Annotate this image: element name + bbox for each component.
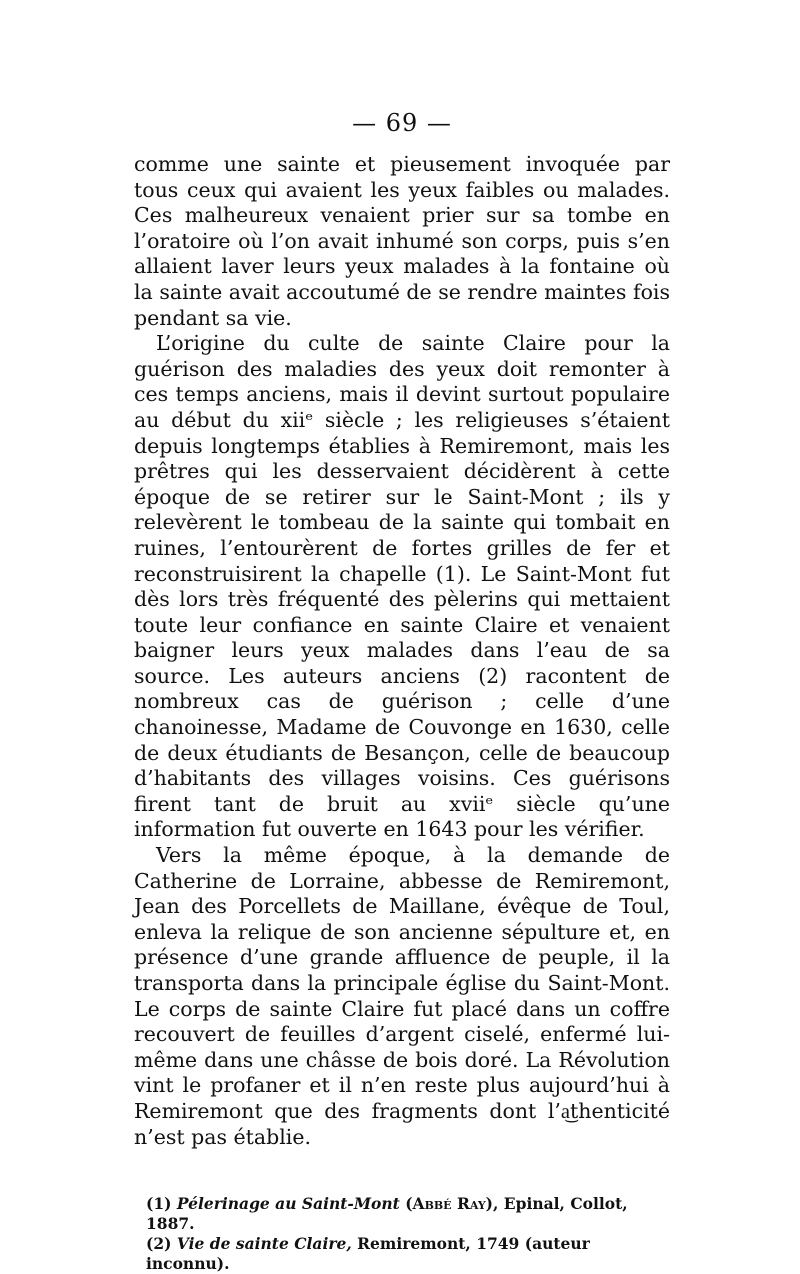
footnotes	[134, 1194, 670, 1274]
footnote-text: (	[405, 1194, 413, 1214]
footnote-title: Pélerinage au Saint-Mont	[176, 1194, 400, 1214]
footnote-number: (1)	[146, 1194, 172, 1214]
footnote-2	[146, 1234, 670, 1274]
footnote-text: Remiremont, 1749 (auteur inconnu).	[146, 1234, 590, 1274]
footnote-author: Abbé Ray	[412, 1194, 486, 1214]
paragraph-3: Vers la même époque, à la demande de Catherine de Lorraine, abbesse de Remiremont, Jean des Porcellets de Maillane, évêque de Toul, enleva la relique de son ancienne sépulture et, en présence d’une grande affluence de peuple, il la transporta dans la principale église du Saint-Mont. Le corps de sainte Claire fut placé dans un coffre recouvert de feuilles d’argent ciselé, enfermé lui-même dans une châsse de bois doré. La Révolution vint le profaner et il n’en reste plus aujourd’hui à Remiremont que des fragments dont l’a͜thenticité n’est pas établie.	[134, 843, 670, 1149]
body-text	[134, 152, 670, 1150]
document-page	[134, 108, 670, 1274]
footnote-1	[146, 1194, 670, 1234]
footnote-text: ), Epinal, Collot, 1887.	[146, 1194, 628, 1234]
paragraph-1: comme une sainte et pieusement invoquée par tous ceux qui avaient les yeux faibles ou malades. Ces malheureux venaient prier sur sa tombe en l’oratoire où l’on avait inhumé son corps, puis s’en allaient laver leurs yeux malades à la fontaine où la sainte avait accoutumé de se rendre maintes fois pendant sa vie.	[134, 152, 670, 330]
page-number: — 69 —	[352, 109, 452, 137]
paragraph-2: L’origine du culte de sainte Claire pour la guérison des maladies des yeux doit remonter à ces temps anciens, mais il devint surtout populaire au début du xiiᵉ siècle ; les religieuses s’étaient depuis longtemps établies à Remiremont, mais les prêtres qui les desservaient décidèrent à cette époque de se retirer sur le Saint-Mont ; ils y relevèrent le tombeau de la sainte qui tombait en ruines, l’entourèrent de fortes grilles de fer et reconstruisirent la chapelle (1). Le Saint-Mont fut dès lors très fréquenté des pèlerins qui mettaient toute leur confiance en sainte Claire et venaient baigner leurs yeux malades dans l’eau de sa source. Les auteurs anciens (2) racontent de nombreux cas de guérison ; celle d’une chanoinesse, Madame de Couvonge en 1630, celle de deux étudiants de Besançon, celle de beaucoup d’habitants des villages voisins. Ces guérisons firent tant de bruit au xviiᵉ siècle qu’une information fut ouverte en 1643 pour les vérifier.	[134, 331, 670, 842]
footnote-title: Vie de sainte Claire,	[176, 1234, 352, 1254]
footnote-number: (2)	[146, 1234, 172, 1254]
